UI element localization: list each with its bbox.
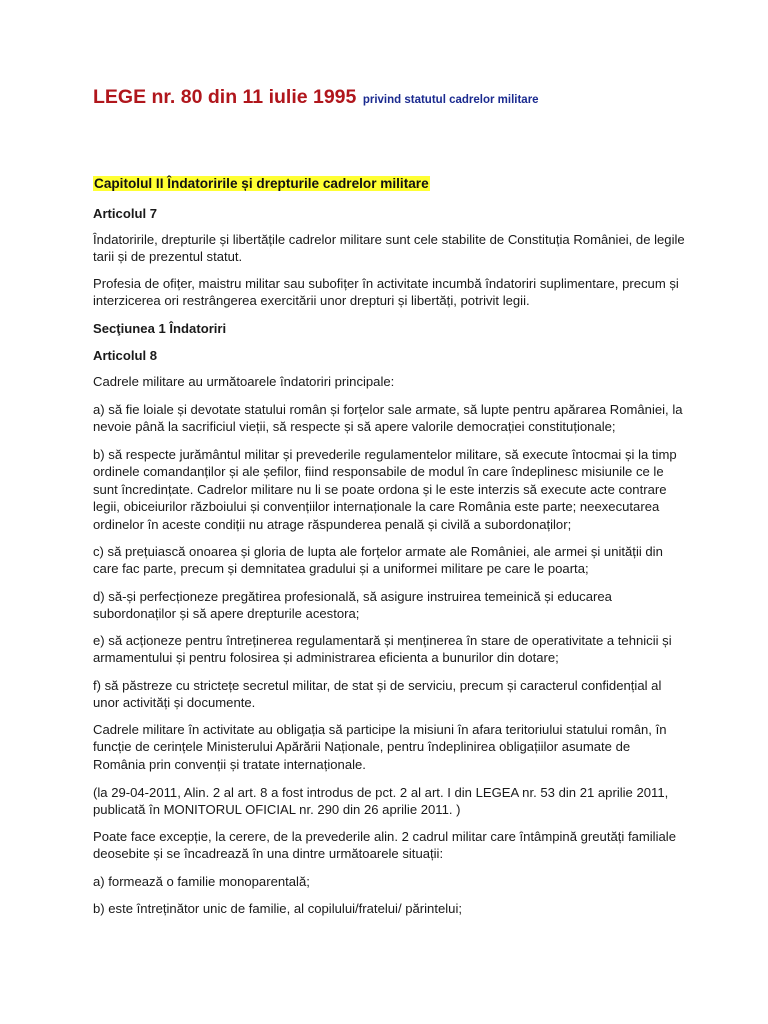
article-7-heading: Articolul 7 [93, 206, 158, 221]
law-title [93, 86, 539, 109]
amendment-note: (la 29-04-2011, Alin. 2 al art. 8 a fost introdus de pct. 2 al art. I din LEGEA nr. 53 din 21 aprilie 2011, publicată în MONITORUL OFICIAL nr. 290 din 26 aprilie 2011. ) [93, 785, 669, 818]
article-8-item-e: e) să acționeze pentru întreținerea regulamentară și menținerea în stare de operativitate a tehnicii și armamentului și pentru folosirea și administrarea eficienta a bunurilor din dotare; [93, 633, 672, 666]
section-1-heading: Secţiunea 1 Îndatoriri [93, 321, 227, 336]
law-title-subtitle: privind statutul cadrelor militare [362, 94, 539, 106]
article-8-heading: Articolul 8 [93, 348, 158, 363]
article-7-paragraph-2: Profesia de ofițer, maistru militar sau subofițer în activitate incumbă îndatoriri suplimentare, precum și interzicerea ori restrângerea exercitării unor drepturi și libertăți, potrivit legii. [93, 276, 679, 309]
exception-item-b: b) este întreținător unic de familie, al copilului/fratelui/ părintelui; [93, 901, 462, 916]
article-8-item-b: b) să respecte jurământul militar și prevederile regulamentelor militare, să execute întocmai și la timp ordinele comandanților și ale șefilor, fiind responsabile de modul în care îndeplinesc misiunile ce le sunt încredințate. Cadrelor militare nu li se poate ordona și le este interzis să execute acte contrare legii, obiceiurilor războiului și convențiilor internaționale la care România este parte; neexecutarea ordinelor în aceste condiții nu atrage răspunderea penală și civilă a subordonaților; [93, 447, 677, 532]
article-8-item-d: d) să-și perfecționeze pregătirea profesională, să asigure instruirea temeinică și educarea subordonaților și să apere drepturile acestora; [93, 589, 612, 622]
article-7-paragraph-1: Îndatoririle, drepturile și libertățile cadrelor militare sunt cele stabilite de Constituția României, de legile tarii și de prezentul statut. [93, 232, 685, 265]
article-8-item-c: c) să prețuiască onoarea și gloria de lupta ale forțelor armate ale României, ale armei și unității din care fac parte, precum și demnitatea gradului și a uniformei militare pe care le poarta; [93, 544, 663, 577]
chapter-heading: Capitolul II Îndatoririle și drepturile cadrelor militare [94, 176, 429, 191]
article-8-item-f: f) să păstreze cu strictețe secretul militar, de stat și de serviciu, precum și caracterul confidențial al unor activități și documente. [93, 678, 662, 711]
article-8-paragraph-active-duty: Cadrele militare în activitate au obligația să participe la misiuni în afara teritoriului statului român, în funcție de cerințele Ministerului Apărării Naționale, pentru îndeplinirea obligațiilor asumate de România prin convenții și tratate internaționale. [93, 722, 667, 772]
article-8-paragraph-exception: Poate face excepție, la cerere, de la prevederile alin. 2 cadrul militar care întâmpină greutăți familiale deosebite și se încadrează în una dintre următoarele situații: [93, 829, 676, 862]
exception-item-a: a) formează o familie monoparentală; [93, 874, 310, 889]
article-8-item-a: a) să fie loiale și devotate statului român și forțelor sale armate, să lupte pentru apărarea României, la nevoie până la sacrificiul vieții, să respecte și să apere valorile democrației constituționale; [93, 402, 683, 435]
article-8-intro: Cadrele militare au următoarele îndatoriri principale: [93, 374, 395, 389]
law-title-main: LEGE nr. 80 din 11 iulie 1995 [93, 86, 357, 108]
